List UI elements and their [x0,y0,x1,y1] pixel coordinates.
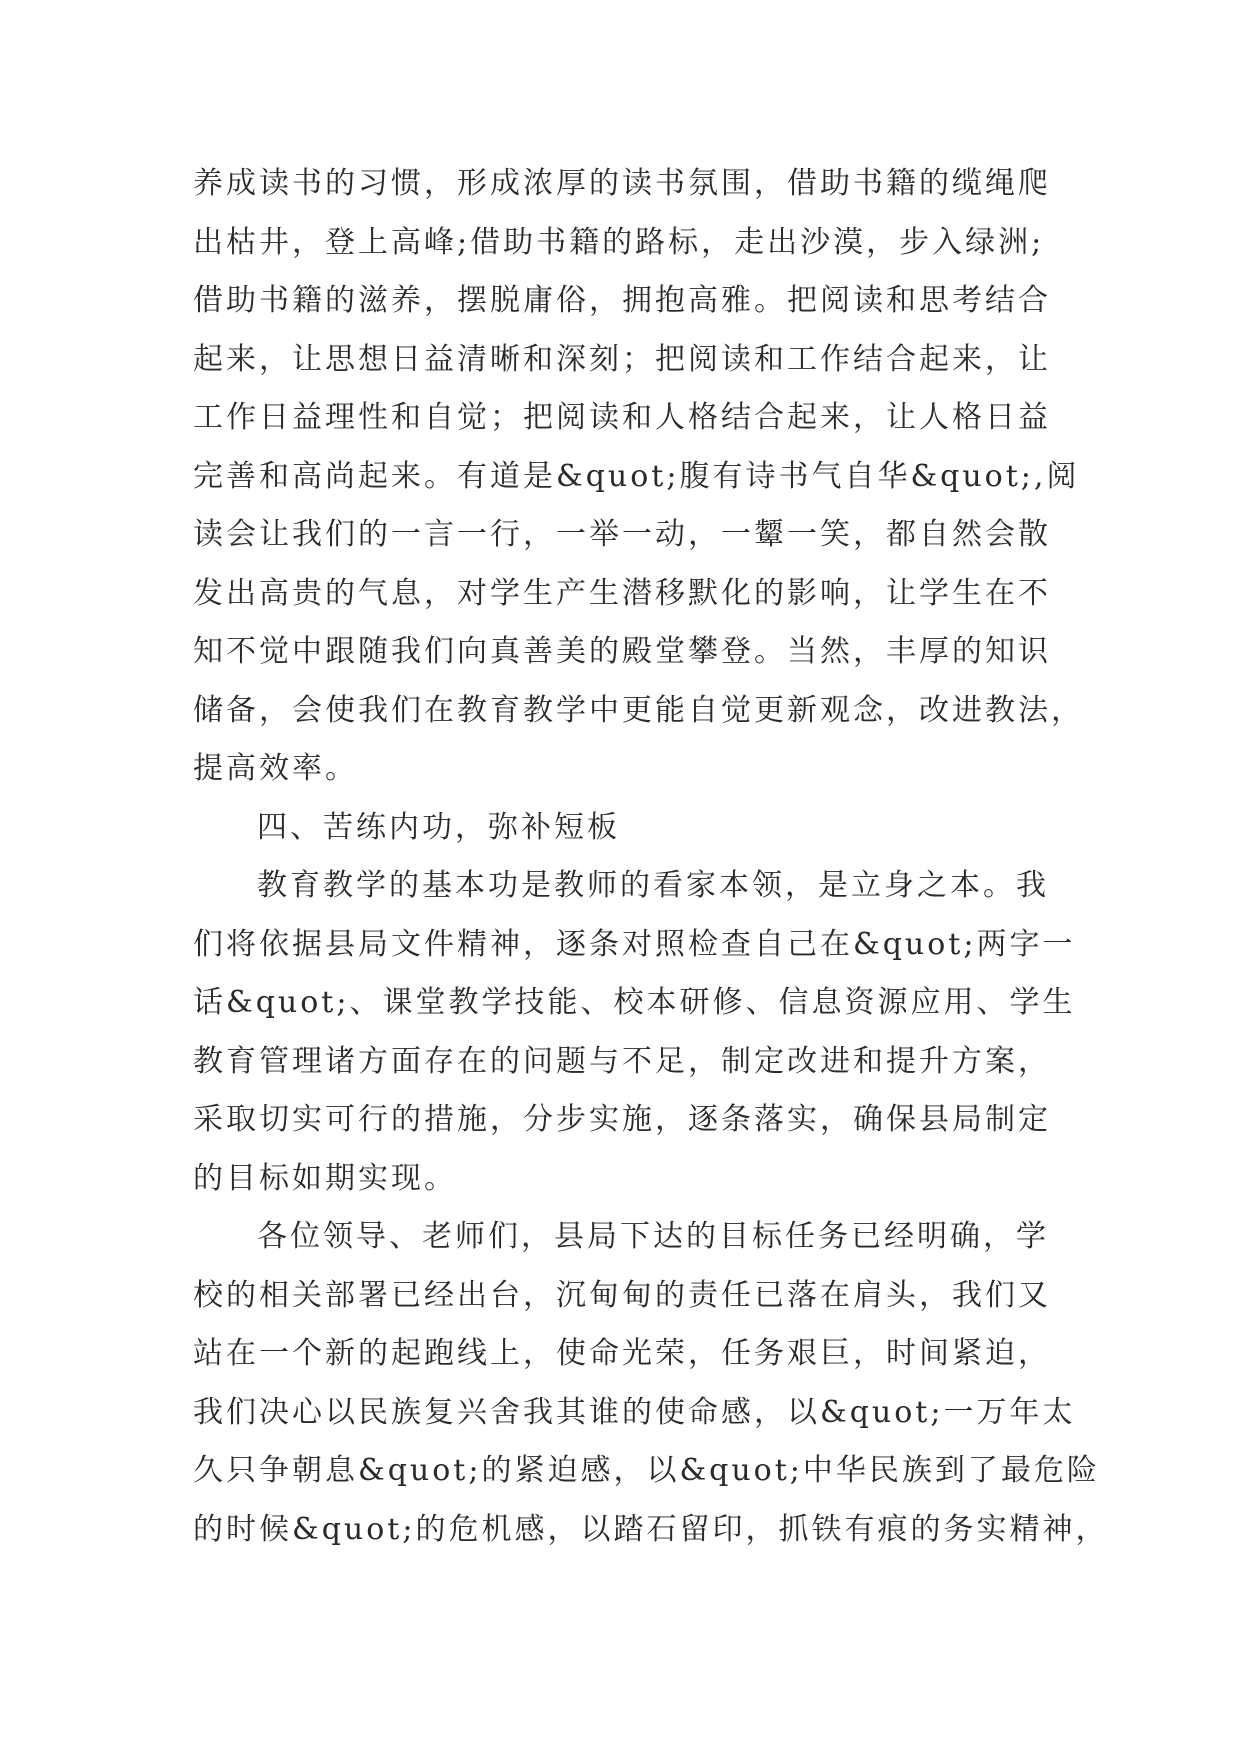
text-line: 我们决心以民族复兴舍我其谁的使命感，以&quot;一万年太 [193,1394,1076,1430]
text-line: 完善和高尚起来。有道是&quot;腹有诗书气自华&quot;,阅 [193,458,1080,494]
text-line: 话&quot;、课堂教学技能、校本研修、信息资源应用、学生 [193,985,1076,1020]
text-line: 久只争朝息&quot;的紧迫感，以&quot;中华民族到了最危险 [193,1453,1100,1488]
text-line: 采取切实可行的措施，分步实施，逐条落实，确保县局制定 [193,1102,1051,1137]
text-line: 们将依据县局文件精神，逐条对照检查自己在&quot;两字一 [193,926,1076,962]
text-line: 发出高贵的气息，对学生产生潜移默化的影响，让学生在不 [193,575,1051,611]
paragraph-first-line: 四、苦练内功，弥补短板 [257,809,620,845]
paragraph-first-line: 教育教学的基本功是教师的看家本领，是立身之本。我 [257,868,1049,903]
text-line: 工作日益理性和自觉；把阅读和人格结合起来，让人格日益 [193,400,1051,435]
text-line: 借助书籍的滋养，摆脱庸俗，拥抱高雅。把阅读和思考结合 [193,283,1051,318]
text-line: 校的相关部署已经出台，沉甸甸的责任已落在肩头，我们又 [193,1277,1051,1313]
text-line: 的时候&quot;的危机感，以踏石留印，抓铁有痕的务实精神， [193,1511,1109,1547]
text-line: 的目标如期实现。 [193,1160,457,1196]
text-line: 起来，让思想日益清晰和深刻；把阅读和工作结合起来，让 [193,341,1051,377]
text-line: 养成读书的习惯，形成浓厚的读书氛围，借助书籍的缆绳爬 [193,166,1051,201]
text-line: 站在一个新的起跑线上，使命光荣，任务艰巨，时间紧迫， [193,1336,1051,1371]
text-line: 知不觉中跟随我们向真善美的殿堂攀登。当然，丰厚的知识 [193,634,1051,669]
text-line: 读会让我们的一言一行，一举一动，一颦一笑，都自然会散 [193,517,1051,552]
text-line: 教育管理诸方面存在的问题与不足，制定改进和提升方案， [193,1043,1051,1079]
text-line: 出枯井，登上高峰;借助书籍的路标，走出沙漠，步入绿洲; [193,224,1045,260]
document-body [193,155,1109,1559]
paragraph-first-line: 各位领导、老师们，县局下达的目标任务已经明确，学 [257,1219,1049,1254]
text-line: 储备，会使我们在教育教学中更能自觉更新观念，改进教法， [193,692,1084,728]
text-line: 提高效率。 [193,751,358,786]
